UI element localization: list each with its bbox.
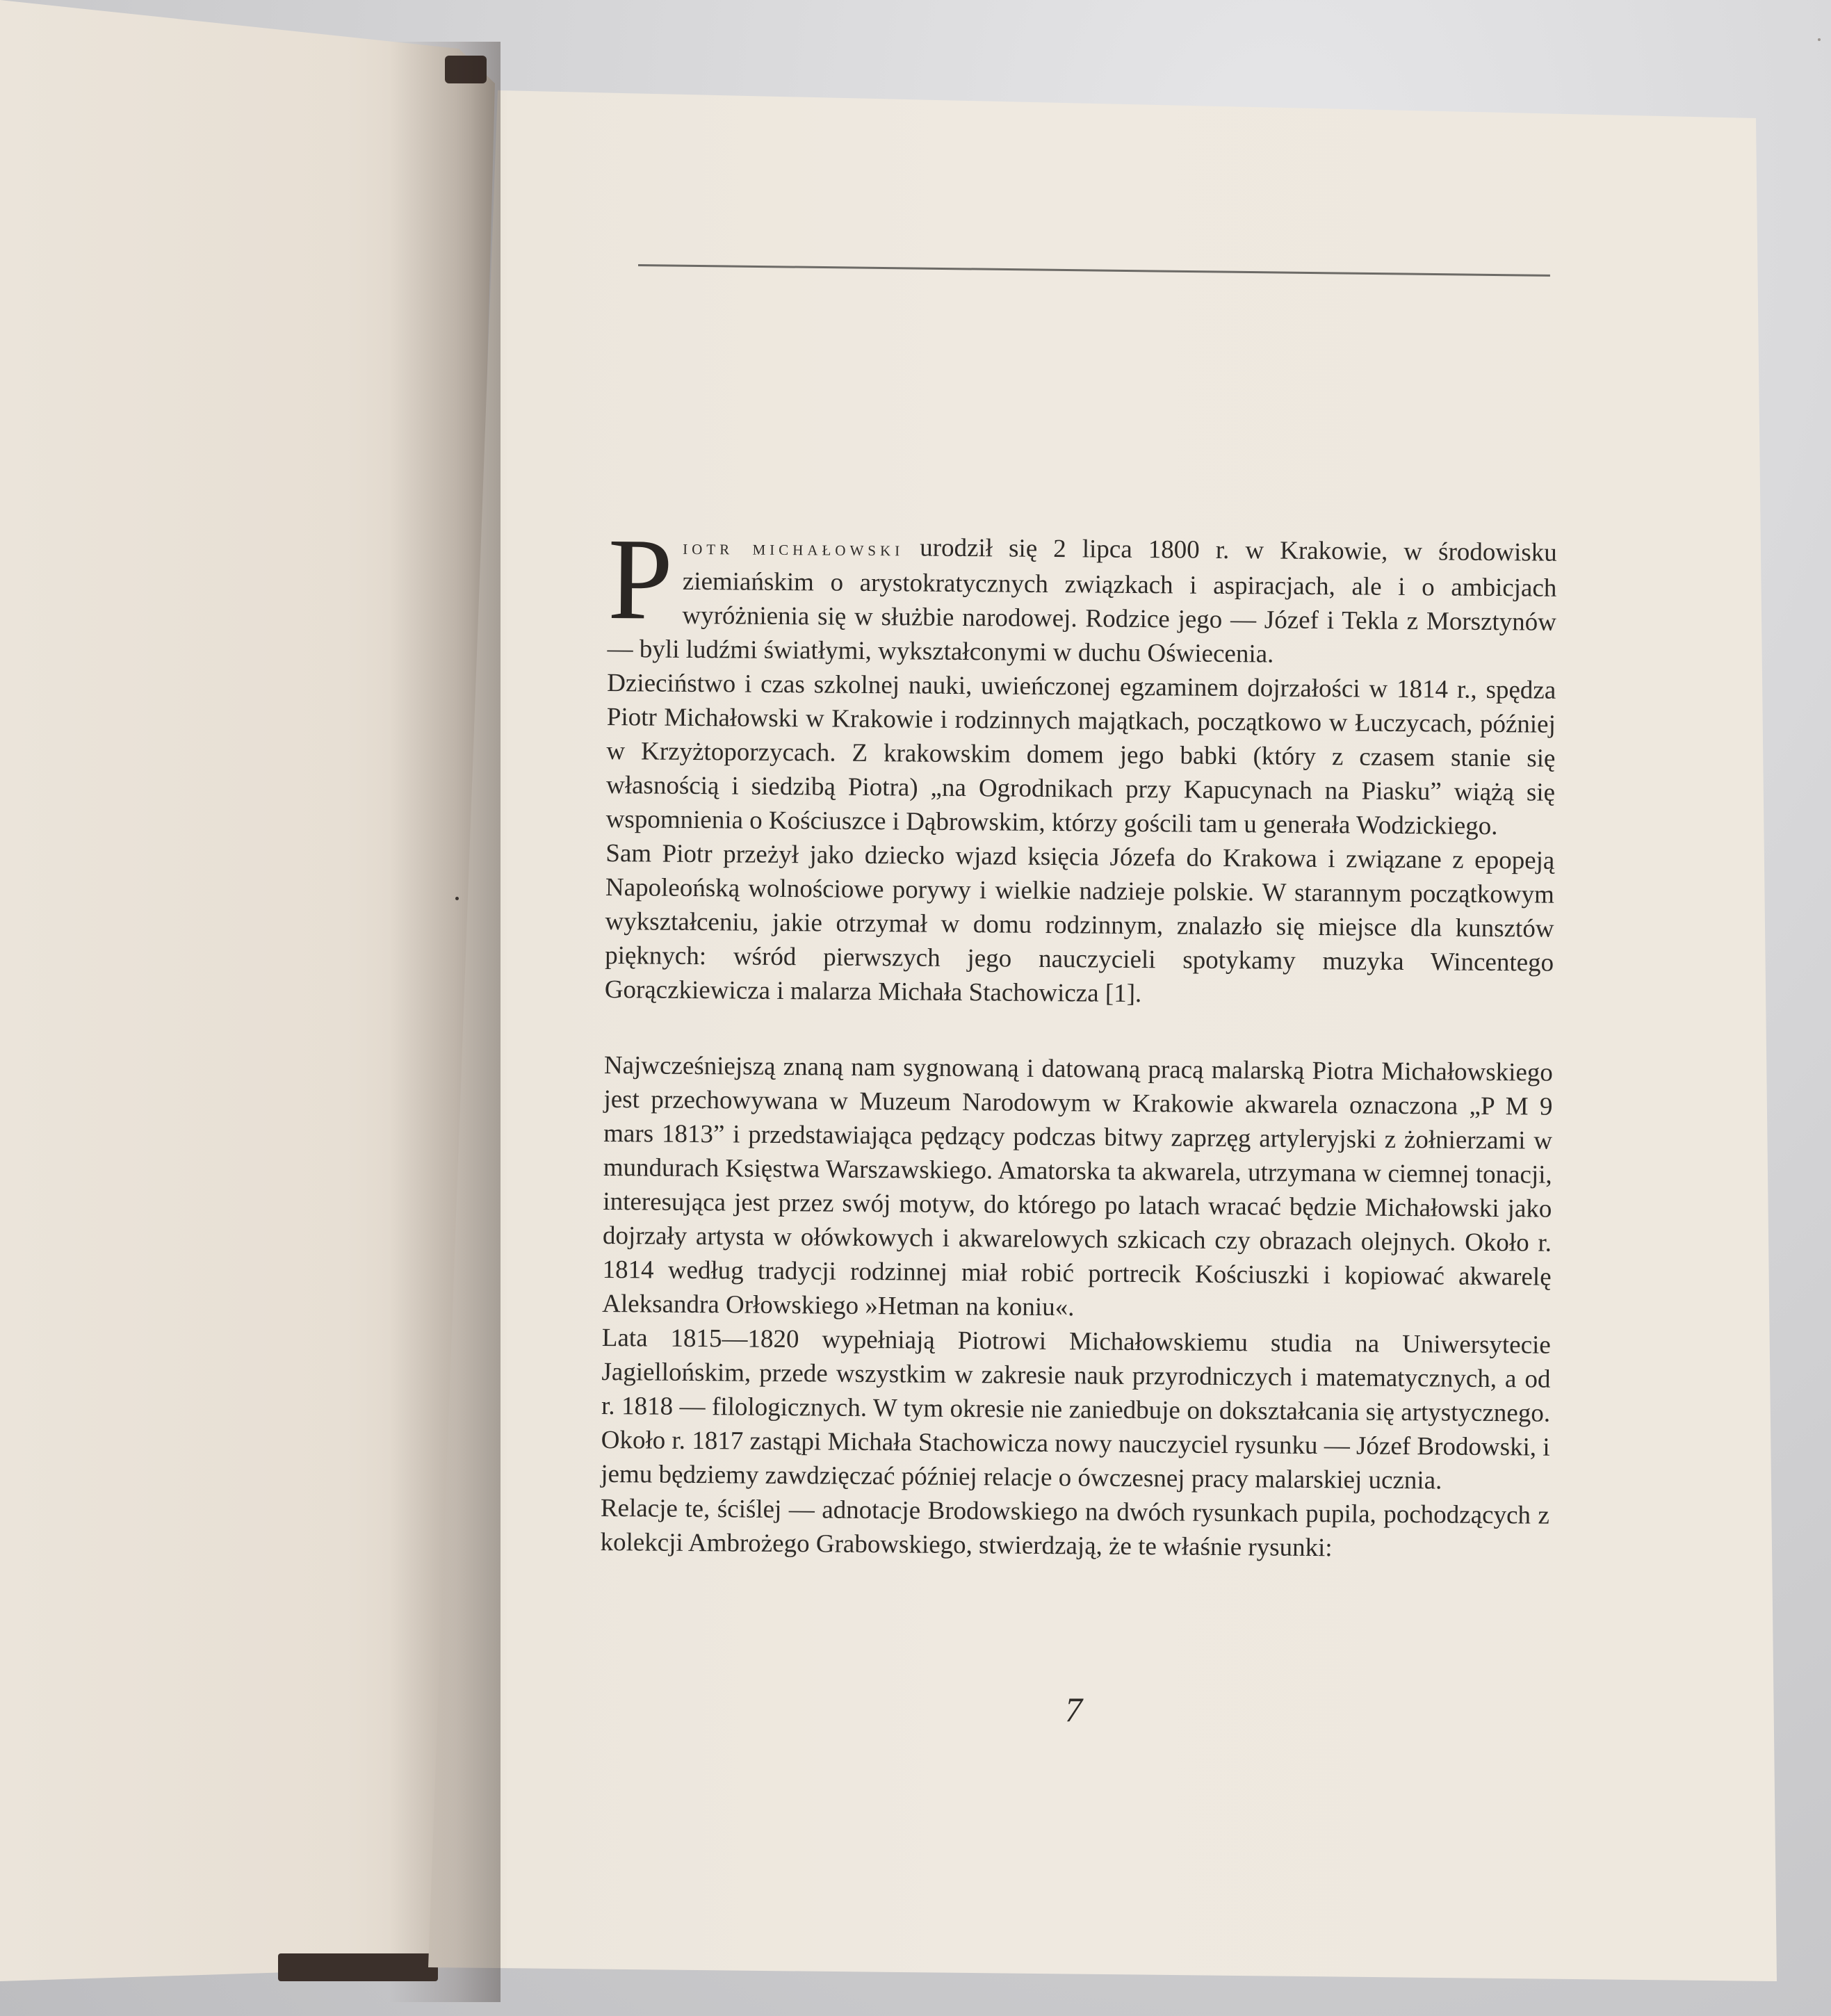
paragraph-4: Najwcześniejszą znaną nam sygnowaną i datowaną pracą malarską Piotra Michałowskiego jest przechowywana w Muzeum Narodowym w Krakowie akwarela oznaczona „P M 9 mars 1813” i przedstawiająca pędzący podczas bitwy zaprzęg artyleryjski z żołnierzami w mundurach Księstwa Warszawskiego. Amatorska ta akwarela, utrzymana w ciemnej tonacji, interesująca jest przez swój motyw, do którego po latach wracać będzie Michałowski jako dojrzały artysta w ołówkowych i akwarelowych szkicach czy obrazach olejnych. Około r. 1814 według tradycji rodzinnej miał robić portrecik Kościuszki i kopiować akwarelę Aleksandra Orłowskiego »Hetman na koniu«.	[602, 1050, 1554, 1322]
body-text	[600, 514, 1557, 1567]
section-gap	[604, 1007, 1553, 1056]
paragraph-5: Lata 1815—1820 wypełniają Piotrowi Michałowskiemu studia na Uniwersytecie Jagiellońskim, przede wszystkim w zakresie nauk przyrodniczych i matematycznych, a od r. 1818 — filologicznych. W tym okresie nie zaniedbuje on dokształcania się artystycznego. Około r. 1817 zastąpi Michała Stachowicza nowy nauczyciel rysunku — Józef Brodowski, i jemu będziemy zawdzięczać później relacje o ówczesnej pracy malarskiej ucznia.	[601, 1323, 1551, 1495]
paragraph-6: Relacje te, ściślej — adnotacje Brodowskiego na dwóch rysunkach pupila, pochodzących z kolekcji Ambrożego Grabowskiego, stwierdzają, że te właśnie rysunki:	[600, 1493, 1550, 1563]
paper-speck	[1818, 38, 1821, 41]
spine-shadow	[389, 42, 501, 2002]
paragraph-3: Sam Piotr przeżył jako dziecko wjazd księcia Józefa do Krakowa i związane z epopeją Napoleońską wolnościowe porywy i wielkie nadzieje polskie. W starannym początkowym wykształceniu, jakie otrzymał w domu rodzinnym, znalazło się miejsce dla kunsztów pięknych: wśród pierwszych jego nauczycieli spotykamy muzyka Wincentego Gorączkiewicza i malarza Michała Stachowicza [1].	[604, 838, 1555, 1009]
drop-cap: P	[607, 514, 674, 644]
paragraph-1	[607, 514, 1557, 674]
paragraph-2: Dzieciństwo i czas szkolnej nauki, uwieńczonej egzaminem dojrzałości w 1814 r., spędza Piotr Michałowski w Krakowie i rodzinnych majątkach, początkowo w Łuczycach, później w Krzyżtoporzycach. Z krakowskim domem jego babki (który z czasem stanie się własnością i siedzibą Piotra) „na Ogrodnikach przy Kapucynach na Piasku” wiążą się wspomnienia o Kościuszce i Dąbrowskim, którzy gościli tam u generała Wodzickiego.	[605, 668, 1556, 841]
lead-small-caps: iotr michałowski	[683, 535, 904, 561]
page-number: 7	[1065, 1690, 1082, 1729]
paragraph-1-text: urodził się 2 lipca 1800 r. w Krakowie, w środowisku ziemiańskim o arystokratycznych związkach i aspiracjach, ale i o ambicjach wyróżnienia się w służbie narodowej. Rodzice jego — Józef i Tekla z Morsztynów — byli ludźmi światłymi, wykształconymi w duchu Oświecenia.	[607, 533, 1557, 669]
paper-speck	[455, 897, 459, 900]
